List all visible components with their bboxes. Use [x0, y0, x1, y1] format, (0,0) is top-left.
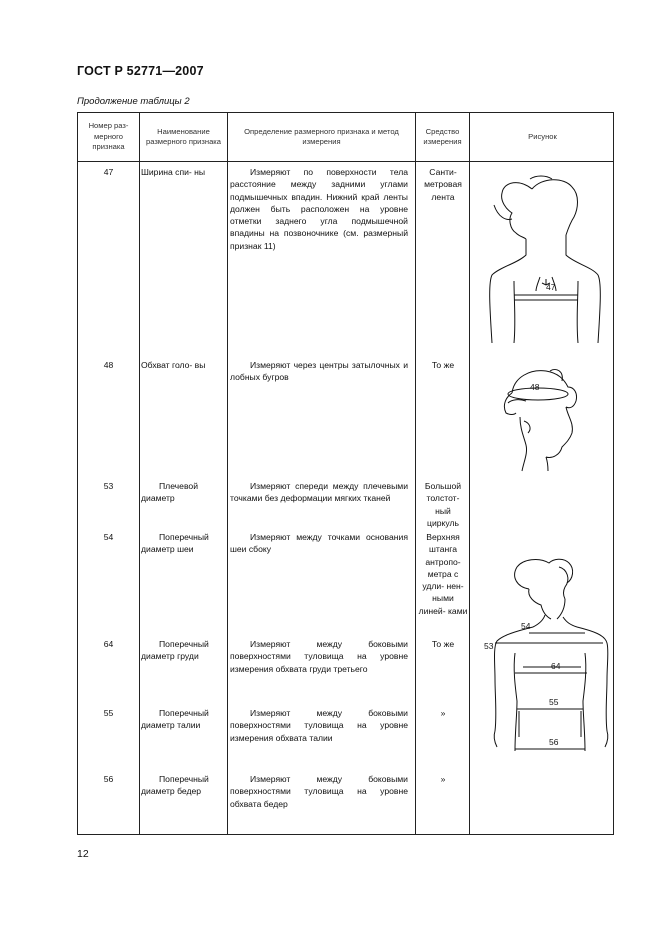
document-title: ГОСТ Р 52771—2007: [77, 64, 204, 78]
column-header-tool: Средство измерения: [423, 126, 462, 146]
column-header-name: Наименование размерного признака: [145, 126, 222, 146]
measurements-table: [77, 112, 614, 835]
row-definition: Измеряют по поверхности тела расстояние между задними углами подмышечных впадин. Нижний край ленты должен быть расположен на уровне отметки заднего угла подмышечной впадины на позвоночнике (см. размерный признак 11): [230, 167, 408, 251]
row-tool: То же: [431, 360, 455, 370]
row-definition: Измеряют между точками основания шеи сбоку: [230, 532, 408, 555]
row-number: 64: [103, 639, 114, 649]
shoulder-diameter-label: 53: [484, 641, 494, 651]
row-definition: Измеряют между боковыми поверхностями туловища на уровне обхвата бедер: [230, 774, 408, 809]
row-number: 56: [103, 774, 114, 784]
row-number: 54: [103, 532, 114, 542]
column-divider: [469, 113, 470, 834]
row-tool: Верхняя штанга антропо- метра с удли- нен- ными линей- ками: [418, 532, 468, 616]
row-definition: Измеряют между боковыми поверхностями туловища на уровне измерения обхвата груди третьего: [230, 639, 408, 674]
row-name: Поперечный диаметр шеи: [141, 532, 209, 555]
column-header-definition: Определение размерного признака и метод измерения: [244, 126, 399, 146]
row-name: Поперечный диаметр талии: [141, 708, 209, 731]
head-girth-figure: [490, 363, 600, 473]
back-width-figure: [480, 171, 610, 351]
back-width-label: 47: [546, 282, 556, 292]
row-tool: »: [440, 774, 446, 784]
head-girth-label: 48: [530, 382, 540, 392]
column-header-figure: Рисунок: [528, 131, 557, 141]
page-number: 12: [77, 848, 89, 860]
diameters-figure: [483, 555, 615, 767]
row-name: Поперечный диаметр груди: [141, 639, 209, 662]
row-definition: Измеряют между боковыми поверхностями туловища на уровне измерения обхвата талии: [230, 708, 408, 743]
column-divider: [227, 113, 228, 834]
row-number: 48: [103, 360, 114, 370]
header-divider: [78, 161, 613, 162]
table-continuation-caption: Продолжение таблицы 2: [77, 96, 190, 107]
row-number: 47: [103, 167, 114, 177]
waist-diameter-label: 55: [549, 697, 559, 707]
row-tool: Санти- метровая лента: [424, 167, 462, 202]
row-number: 55: [103, 708, 114, 718]
row-tool: Большой толстот- ный циркуль: [424, 481, 462, 528]
row-name: Поперечный диаметр бедер: [141, 774, 209, 797]
chest-diameter-label: 64: [551, 661, 561, 671]
row-tool: То же: [431, 639, 455, 649]
neck-diameter-label: 54: [521, 621, 531, 631]
hips-diameter-label: 56: [549, 737, 559, 747]
row-name: Ширина спи- ны: [141, 167, 206, 177]
column-divider: [139, 113, 140, 834]
row-name: Плечевой диаметр: [141, 481, 198, 504]
row-definition: Измеряют через центры затылочных и лобных бугров: [230, 360, 408, 383]
row-definition: Измеряют спереди между плечевыми точками без деформации мягких тканей: [230, 481, 408, 504]
column-header-number: Номер раз- мерного признака: [88, 121, 129, 152]
row-name: Обхват голо- вы: [141, 360, 206, 370]
row-tool: »: [440, 708, 446, 718]
column-divider: [415, 113, 416, 834]
row-number: 53: [103, 481, 114, 491]
